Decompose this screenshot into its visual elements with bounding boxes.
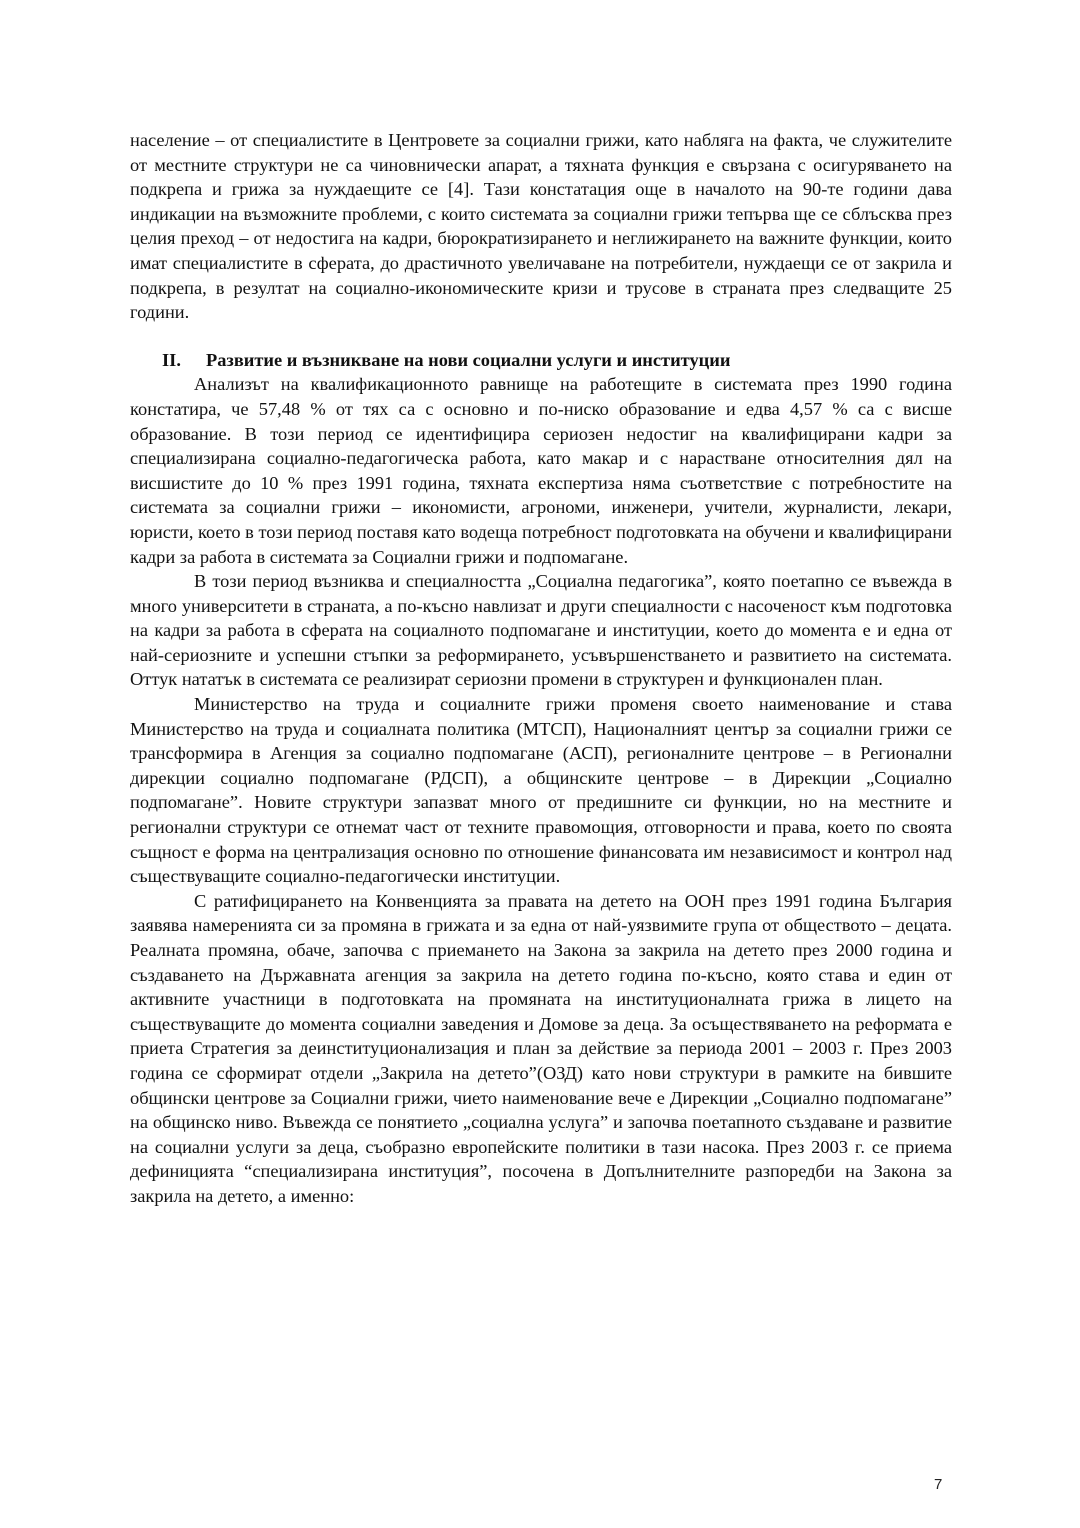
paragraph-1: население – от специалистите в Центровете за социални грижи, като набляга на факта, че служителите от местните структури не са чиновнически апарат, а тяхната функция е свързана с осигуряването на подкрепа и грижа за нуждаещите се [4]. Тази констатация още в началото на 90-те години дава индикации на възможните проблеми, с които системата за социални грижи тепърва ще се сблъсква през целия преход – от недостига на кадри, бюрократизирането и неглижирането на важните функции, които имат специалистите в сферата, до драстичното увеличаване на потребители, нуждаещи се от закрила и подкрепа, в резултат на социално-икономическите кризи и трусове в страната през следващите 25 години. xyxy=(130,130,952,323)
section-title: Развитие и възникване на нови социални услуги и институции xyxy=(206,349,731,370)
page-number: 7 xyxy=(934,1476,943,1493)
paragraph-5: С ратифицирането на Конвенцията за правата на детето на ООН през 1991 година България заявява намеренията си за промяна в грижата и за една от най-уязвимите група от обществото – децата. Реалната промяна, обаче, започва с приемането на Закона за закрила на детето през 2000 година и създаването на Държавната агенция за закрила на детето година по-късно, която става и един от активните участници в подготовката на промяната на институционалната грижа в лицето на съществуващите до момента социални заведения и Домове за деца. За осъществяването на реформата е приета Стратегия за деинституционализация и план за действие за периода 2001 – 2003 г. През 2003 година се сформират отдели „Закрила на детето”(ОЗД) като нови структури в рамките на бившите общински центрове за Социални грижи, чието наименование вече е Дирекции „Социално подпомагане” на общинско ниво. Въвежда се понятието „социална услуга” и започва поетапното създаване и развитие на социални услуги за деца, съобразно европейските политики в тази насока. През 2003 г. се приема дефиницията “специализирана институция”, посочена в Допълнителните разпоредби на Закона за закрила на детето, а именно: xyxy=(130,890,952,1206)
document-page xyxy=(130,128,952,1209)
paragraph-3: В този период възниква и специалността „Социална педагогика”, която поетапно се въвежда в много университети в страната, а по-късно навлизат и други специалности с насоченост към подготовка на кадри за работа в сферата на социалното подпомагане и институции, което до момента е и една от най-сериозните и успешни стъпки за реформирането, усъвършенстването и развитието на системата. Оттук нататък в системата се реализират сериозни промени в структурен и функционален план. xyxy=(130,571,952,690)
section-heading xyxy=(130,348,952,373)
section-number: II. xyxy=(162,349,181,370)
paragraph-2: Анализът на квалификационното равнище на работещите в системата през 1990 година констатира, че 57,48 % от тях са с основно и по-ниско образование и едва 4,57 % са с висше образование. В този период се идентифицира сериозен недостиг на квалифицирани кадри за специализирана социално-педагогическа работа, като макар и с нарастване относителния дял на висшистите до 10 % през 1991 година, тяхната експертиза няма съответствие с потребностите на системата за социални грижи – икономисти, агрономи, инженери, учители, журналисти, лекари, юристи, което в този период поставя като водеща потребност подготовката на обучени и квалифицирани кадри за работа в системата за Социални грижи и подпомагане. xyxy=(130,374,952,567)
paragraph-4: Министерство на труда и социалните грижи променя своето наименование и става Министерство на труда и социалната политика (МТСП), Националният център за социални грижи се трансформира в Агенция за социално подпомагане (АСП), регионалните центрове – в Регионални дирекции социално подпомагане (РДСП), а общинските центрове – в Дирекции „Социално подпомагане”. Новите структури запазват много от предишните си функции, но на местните и регионални структури се отнемат част от техните правомощия, отговорности и права, което по своята същност е форма на централизация основно по отношение финансовата им независимост и контрол над съществуващите социално-педагогически институции. xyxy=(130,694,952,887)
